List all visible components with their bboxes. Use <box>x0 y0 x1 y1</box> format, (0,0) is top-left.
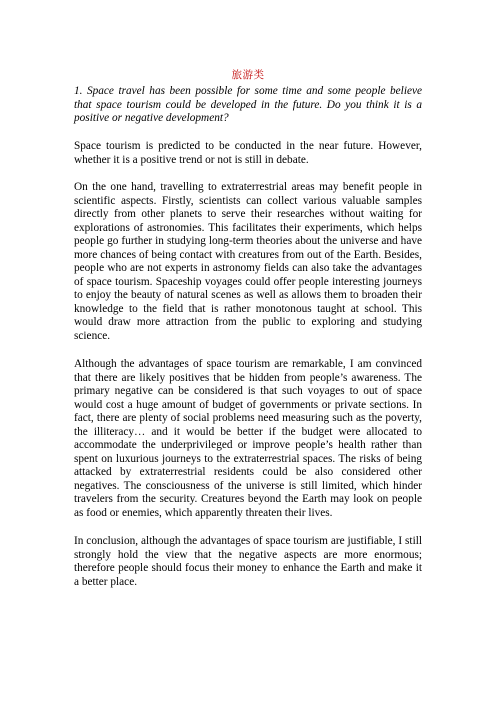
essay-question: 1. Space travel has been possible for some time and some people believe that space tourism could be developed in the future. Do you think it is a positive or negative development? <box>74 85 422 124</box>
paragraph-conclusion: In conclusion, although the advantages of space tourism are justifiable, I still strongly hold the view that the negative aspects are more enormous; therefore people should focus their money to enhance the Earth and make it a better place. <box>74 535 422 588</box>
paragraph-benefits: On the one hand, travelling to extraterrestrial areas may benefit people in scientific aspects. Firstly, scientists can collect various valuable samples directly from other planets to serve their researches without waiting for explorations of astronomies. This facilitates their experiments, which helps people go further in studying long-term theories about the universe and have more chances of being contact with creatures from out of the Earth. Besides, people who are not experts in astronomy fields can also take the advantages of space tourism. Spaceship voyages could offer people interesting journeys to enjoy the beauty of natural scenes as well as allows them to broaden their knowledge to the field that is rather monotonous taught at school. This would draw more attraction from the public to exploring and studying science. <box>74 181 422 342</box>
paragraph-introduction: Space tourism is predicted to be conducted in the near future. However, whether it is a positive trend or not is still in debate. <box>74 140 422 166</box>
paragraph-drawbacks: Although the advantages of space tourism are remarkable, I am convinced that there are likely positives that be hidden from people’s awareness. The primary negative can be considered is that such voyages to out of space would cost a huge amount of budget of governments or private sections. In fact, there are plenty of social problems need measuring such as the poverty, the illiteracy… and it would be better if the budget were allocated to accommodate the underprivileged or improve people’s health rather than spent on luxurious journeys to the extraterrestrial spaces. The risks of being attacked by extraterrestrial residents could be also considered other negatives. The consciousness of the universe is still limited, which hinder travelers from the security. Creatures beyond the Earth may look on people as food or enemies, which apparently threaten their lives. <box>74 358 422 519</box>
category-heading: 旅游类 <box>231 70 265 81</box>
